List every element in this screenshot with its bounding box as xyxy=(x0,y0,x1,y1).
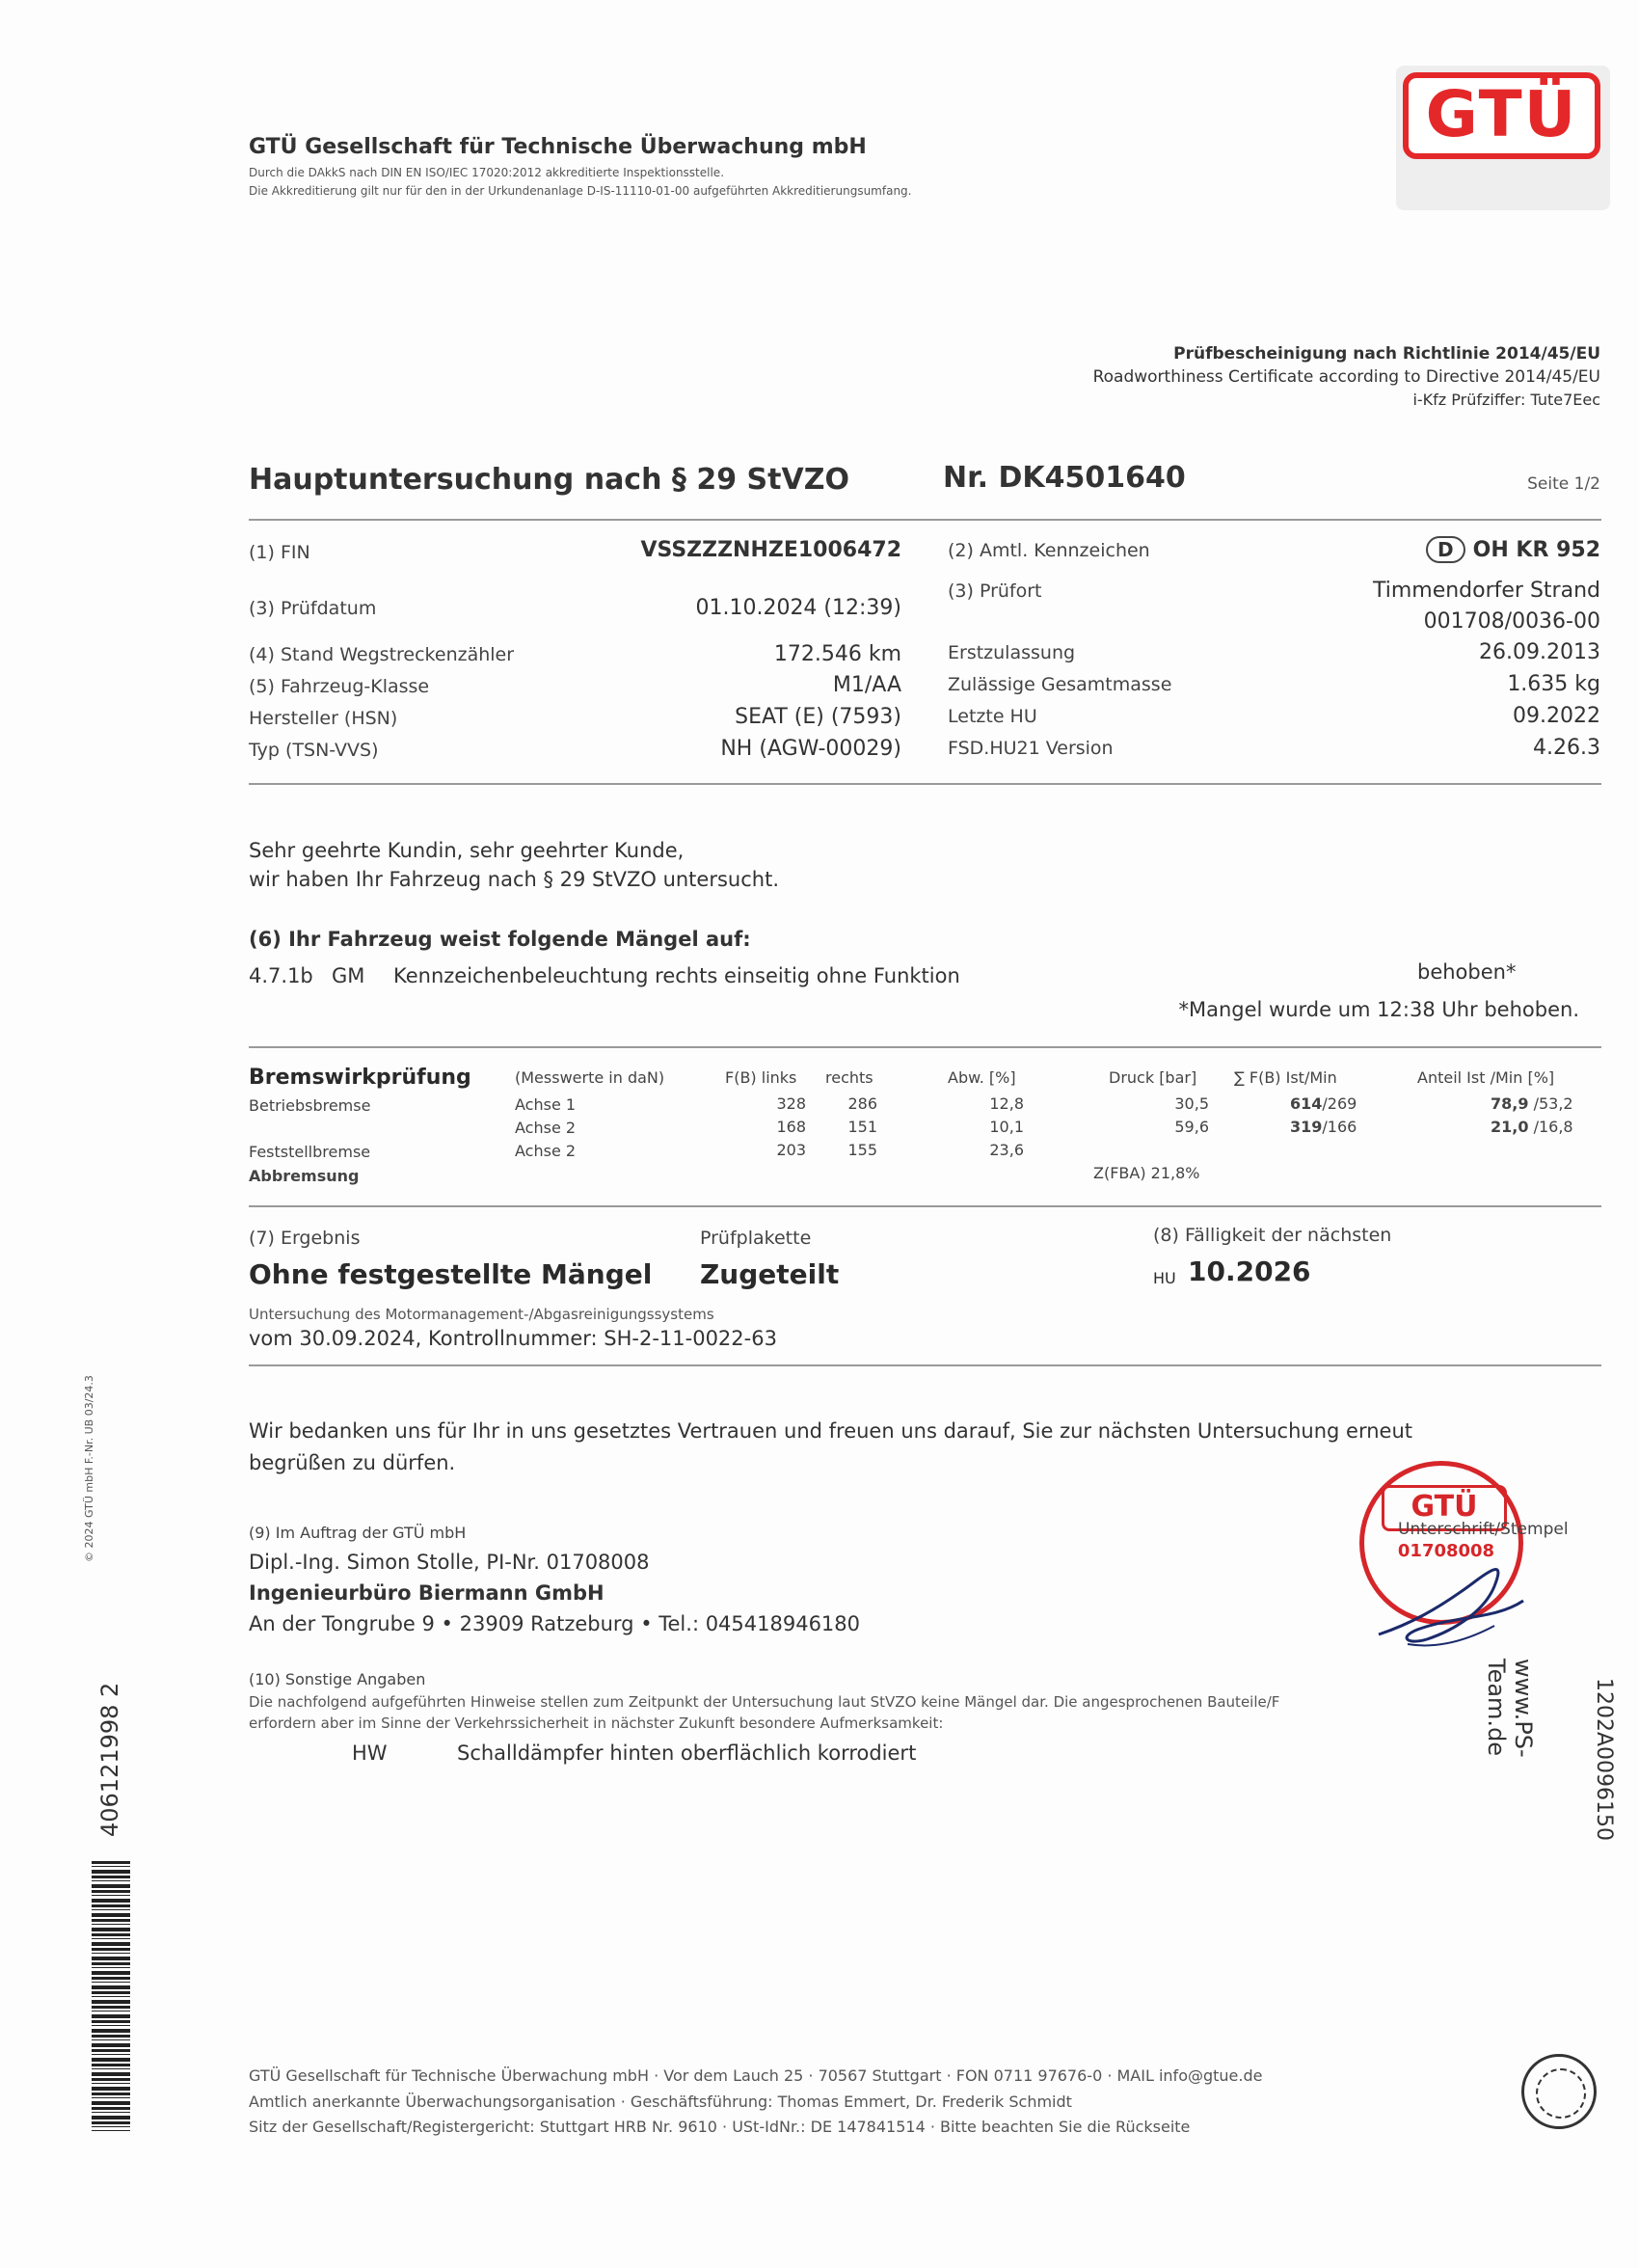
thanks-line-1: Wir bedanken uns für Ihr in uns gesetztes Vertrauen und freuen uns darauf, Sie zur nächsten Untersuchung erneut xyxy=(249,1419,1412,1443)
brake-row-left: 203 xyxy=(776,1141,806,1159)
next-hu-value: 10.2026 xyxy=(1188,1256,1311,1287)
gtu-logo: GTÜ xyxy=(1403,72,1600,159)
plate-label: (2) Amtl. Kennzeichen xyxy=(948,540,1150,561)
brake-row-share: 78,9 /53,2 xyxy=(1491,1094,1573,1113)
last-hu-label: Letzte HU xyxy=(948,706,1037,727)
mass-label: Zulässige Gesamtmasse xyxy=(948,674,1172,695)
brake-row-dev: 12,8 xyxy=(989,1094,1024,1113)
divider xyxy=(249,1205,1601,1207)
class-value: M1/AA xyxy=(832,673,901,697)
footer-line-3: Sitz der Gesellschaft/Registergericht: Stuttgart HRB Nr. 9610 · USt-IdNr.: DE 147841514 · Bitte beachten Sie die Rückseite xyxy=(249,2118,1191,2136)
hint-text: Schalldämpfer hinten oberflächlich korrodiert xyxy=(457,1742,917,1765)
other-line-2: erfordern aber im Sinne der Verkehrssicherheit in nächster Zukunft besondere Aufmerksamkeit: xyxy=(249,1714,944,1732)
location-code: 001708/0036-00 xyxy=(1423,609,1600,634)
brake-row-sum: 614/269 xyxy=(1290,1094,1357,1113)
stamp-logo: GTÜ xyxy=(1382,1485,1507,1531)
inspector-name: Dipl.-Ing. Simon Stolle, PI-Nr. 01708008 xyxy=(249,1551,650,1574)
brake-header-units: (Messwerte in daN) xyxy=(515,1068,665,1087)
brake-row-name: Feststellbremse xyxy=(249,1143,371,1161)
result-value: Ohne festgestellte Mängel xyxy=(249,1258,653,1290)
pruefziffer: i-Kfz Prüfziffer: Tute7Eec xyxy=(1412,391,1600,409)
certification-seal-icon xyxy=(1521,2054,1597,2129)
brake-row-axle: Achse 1 xyxy=(515,1095,577,1114)
date-label: (3) Prüfdatum xyxy=(249,598,377,619)
brake-header-dev: Abw. [%] xyxy=(948,1068,1016,1087)
brake-row-name: Betriebsbremse xyxy=(249,1096,371,1115)
page-indicator: Seite 1/2 xyxy=(1527,474,1600,494)
stamp-number: 01708008 xyxy=(1397,1541,1495,1561)
cert-subtitle: Roadworthiness Certificate according to Directive 2014/45/EU xyxy=(1092,367,1600,387)
class-label: (5) Fahrzeug-Klasse xyxy=(249,676,430,697)
brake-row-axle: Achse 2 xyxy=(515,1142,577,1160)
company-name: GTÜ Gesellschaft für Technische Überwachung mbH xyxy=(249,135,867,159)
defect-note: *Mangel wurde um 12:38 Uhr behoben. xyxy=(1178,998,1579,1021)
hsn-value: SEAT (E) (7593) xyxy=(735,705,901,729)
brake-header-pressure: Druck [bar] xyxy=(1109,1068,1197,1087)
km-label: (4) Stand Wegstreckenzähler xyxy=(249,644,515,665)
ez-label: Erstzulassung xyxy=(948,642,1076,663)
location-label: (3) Prüfort xyxy=(948,580,1042,602)
plate-value xyxy=(1253,536,1600,563)
sticker-label: Prüfplakette xyxy=(700,1228,812,1249)
plate-country: D xyxy=(1426,536,1465,563)
brake-header-left: F(B) links xyxy=(725,1068,797,1087)
brake-row-right: 155 xyxy=(847,1141,877,1159)
brake-row-pressure: 59,6 xyxy=(1174,1118,1209,1136)
typ-value: NH (AGW-00029) xyxy=(720,737,901,761)
brake-header-sum: ∑ F(B) Ist/Min xyxy=(1234,1068,1337,1087)
greeting: Sehr geehrte Kundin, sehr geehrter Kunde, xyxy=(249,839,685,862)
ez-value: 26.09.2013 xyxy=(1479,640,1600,664)
footer-line-1: GTÜ Gesellschaft für Technische Überwachung mbH · Vor dem Lauch 25 · 70567 Stuttgart · FON 0711 97676-0 · MAIL info@gtue.de xyxy=(249,2066,1263,2085)
accreditation-line-1: Durch die DAkkS nach DIN EN ISO/IEC 17020:2012 akkreditierte Inspektionsstelle. xyxy=(249,166,725,179)
plate-number: OH KR 952 xyxy=(1472,538,1600,562)
copyright: © 2024 GTÜ mbH F.-Nr. UB 03/24.3 xyxy=(83,1375,95,1562)
zfba-value: Z(FBA) 21,8% xyxy=(1093,1164,1200,1182)
mass-value: 1.635 kg xyxy=(1507,672,1600,696)
brake-title: Bremswirkprüfung xyxy=(249,1066,471,1090)
date-value: 01.10.2024 (12:39) xyxy=(695,596,901,620)
amu-details: vom 30.09.2024, Kontrollnummer: SH-2-11-0022-63 xyxy=(249,1327,777,1350)
fsd-label: FSD.HU21 Version xyxy=(948,738,1114,759)
right-side-code: 1202A0096150 xyxy=(1592,1678,1616,1842)
km-value: 172.546 km xyxy=(773,642,901,666)
location-value: Timmendorfer Strand xyxy=(1372,579,1600,603)
typ-label: Typ (TSN-VVS) xyxy=(249,740,379,761)
defect-code: 4.7.1b xyxy=(249,964,313,987)
fin-label: (1) FIN xyxy=(249,542,310,563)
intro: wir haben Ihr Fahrzeug nach § 29 StVZO untersucht. xyxy=(249,868,779,891)
other-label: (10) Sonstige Angaben xyxy=(249,1670,426,1688)
next-hu-label: (8) Fälligkeit der nächsten xyxy=(1153,1225,1392,1246)
amu-label: Untersuchung des Motormanagement-/Abgasreinigungssystems xyxy=(249,1306,714,1323)
result-label: (7) Ergebnis xyxy=(249,1228,361,1249)
firm-name: Ingenieurbüro Biermann GmbH xyxy=(249,1581,605,1605)
divider xyxy=(249,519,1601,521)
signature-label: (9) Im Auftrag der GTÜ mbH xyxy=(249,1524,467,1542)
firm-address: An der Tongrube 9 • 23909 Ratzeburg • Tel.: 045418946180 xyxy=(249,1612,861,1635)
last-hu-value: 09.2022 xyxy=(1513,704,1600,728)
brake-row-right: 286 xyxy=(847,1094,877,1113)
brake-row-left: 168 xyxy=(776,1118,806,1136)
report-number: Nr. DK4501640 xyxy=(943,461,1186,495)
page-title: Hauptuntersuchung nach § 29 StVZO xyxy=(249,463,849,497)
website-imprint: www.PS-Team.de xyxy=(1483,1659,1537,1758)
defect-status: behoben* xyxy=(1417,960,1517,984)
divider xyxy=(249,783,1601,785)
defects-title: (6) Ihr Fahrzeug weist folgende Mängel auf: xyxy=(249,928,751,951)
brake-row-share: 21,0 /16,8 xyxy=(1491,1118,1573,1136)
brake-header-share: Anteil Ist /Min [%] xyxy=(1417,1068,1555,1087)
barcode xyxy=(92,1861,130,2131)
footer-line-2: Amtlich anerkannte Überwachungsorganisation · Geschäftsführung: Thomas Emmert, Dr. Frederik Schmidt xyxy=(249,2092,1072,2111)
fsd-value: 4.26.3 xyxy=(1533,736,1600,760)
thanks-line-2: begrüßen zu dürfen. xyxy=(249,1451,456,1474)
brake-row-pressure: 30,5 xyxy=(1174,1094,1209,1113)
signature-scribble xyxy=(1350,1533,1543,1659)
defect-text: Kennzeichenbeleuchtung rechts einseitig ohne Funktion xyxy=(393,964,960,987)
divider xyxy=(249,1046,1601,1048)
other-line-1: Die nachfolgend aufgeführten Hinweise stellen zum Zeitpunkt der Untersuchung laut StVZO keine Mängel dar. Die angesprochenen Bauteile/F xyxy=(249,1693,1280,1711)
sticker-value: Zugeteilt xyxy=(700,1258,840,1290)
brake-row-sum: 319/166 xyxy=(1290,1118,1357,1136)
brake-row-left: 328 xyxy=(776,1094,806,1113)
cert-title: Prüfbescheinigung nach Richtlinie 2014/45/EU xyxy=(1173,344,1600,364)
divider xyxy=(249,1364,1601,1366)
brake-row-dev: 23,6 xyxy=(989,1141,1024,1159)
abbremsung-label: Abbremsung xyxy=(249,1167,360,1185)
document-number: 406121998 2 xyxy=(96,1682,123,1837)
fin-value: VSSZZZNHZE1006472 xyxy=(640,538,901,562)
hsn-label: Hersteller (HSN) xyxy=(249,708,398,729)
brake-header-right: rechts xyxy=(825,1068,873,1087)
defect-category: GM xyxy=(332,964,365,987)
stamp-label: Unterschrift/Stempel xyxy=(1398,1520,1569,1539)
next-hu-prefix: HU xyxy=(1153,1269,1176,1287)
brake-row-axle: Achse 2 xyxy=(515,1119,577,1137)
brake-row-right: 151 xyxy=(847,1118,877,1136)
hint-code: HW xyxy=(352,1742,388,1765)
accreditation-line-2: Die Akkreditierung gilt nur für den in der Urkundenanlage D-IS-11110-01-00 aufgeführten Akkreditierungsumfang. xyxy=(249,184,912,198)
brake-row-dev: 10,1 xyxy=(989,1118,1024,1136)
